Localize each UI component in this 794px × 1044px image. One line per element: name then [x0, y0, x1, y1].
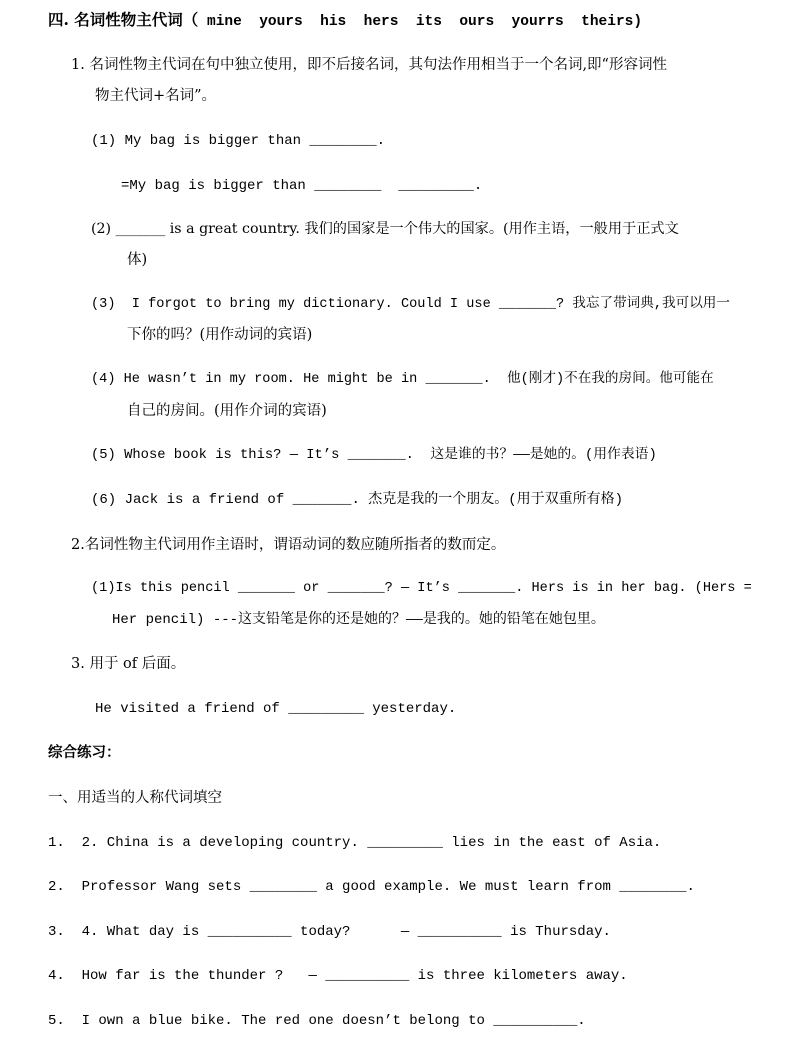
- section-title: [48, 11, 642, 31]
- point1-line1: 1. 名词性物主代词在句中独立使用，即不后接名词，其句法作用相当于一个名词,即“形容词性: [71, 57, 667, 73]
- practice-item-1: 1. 2. China is a developing country. _________ lies in the east of Asia.: [48, 835, 662, 851]
- example-3a: (3) I forgot to bring my dictionary. Could I use _______? 我忘了带词典,我可以用一: [91, 297, 730, 312]
- section-title-cn: 四. 名词性物主代词（: [48, 10, 199, 29]
- practice-item-5: 5. I own a blue bike. The red one doesn’t belong to __________.: [48, 1013, 586, 1029]
- point2-example-a: (1)Is this pencil _______ or _______? — It’s _______. Hers is in her bag. (Hers =: [91, 581, 752, 596]
- point3-example: He visited a friend of _________ yesterday.: [95, 701, 457, 717]
- point1-line2: 物主代词+名词”。: [95, 88, 217, 104]
- point2-line1: 2.名词性物主代词用作主语时，谓语动词的数应随所指者的数而定。: [71, 537, 506, 553]
- example-3b: 下你的吗？(用作动词的宾语): [127, 327, 313, 343]
- example-1b: =My bag is bigger than ________ _________.: [121, 178, 483, 194]
- practice-item-2: 2. Professor Wang sets ________ a good example. We must learn from ________.: [48, 879, 695, 895]
- example-4a: (4) He wasn’t in my room. He might be in _______. 他(刚才)不在我的房间。他可能在: [91, 372, 714, 387]
- example-1a: (1) My bag is bigger than ________.: [91, 133, 386, 149]
- practice-part1-title: 一、用适当的人称代词填空: [48, 790, 222, 806]
- example-6: (6) Jack is a friend of _______. 杰克是我的一个朋友。(用于双重所有格): [91, 492, 624, 508]
- practice-heading: 综合练习：: [48, 744, 121, 761]
- example-2a: (2) _______ is a great country. 我们的国家是一个伟大的国家。(用作主语，一般用于正式文: [91, 221, 679, 237]
- example-4b: 自己的房间。(用作介词的宾语): [127, 403, 327, 419]
- section-title-en: mine yours his hers its ours yourrs theirs): [198, 14, 643, 30]
- point3-line1: 3. 用于 of 后面。: [71, 656, 186, 672]
- example-2b: 体): [127, 252, 148, 268]
- example-5: (5) Whose book is this? — It’s _______. 这是谁的书？——是她的。(用作表语): [91, 448, 657, 463]
- practice-item-3: 3. 4. What day is __________ today? — __________ is Thursday.: [48, 924, 611, 940]
- point2-example-b: Her pencil) ---这支铅笔是你的还是她的？——是我的。她的铅笔在她包里。: [112, 612, 605, 628]
- practice-item-4: 4. How far is the thunder ? — __________ is three kilometers away.: [48, 968, 628, 984]
